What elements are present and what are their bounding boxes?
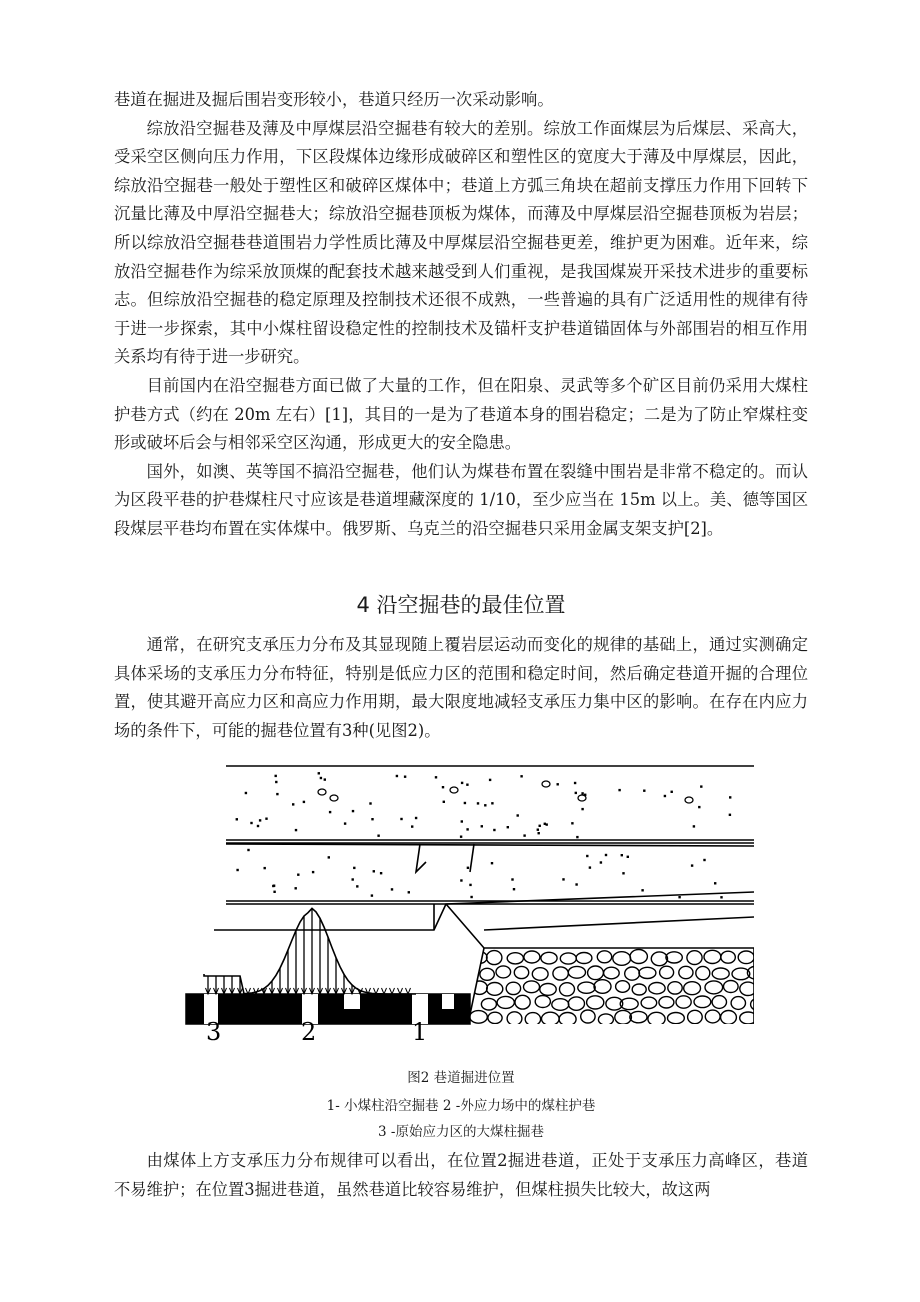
position-label-2: 2 [301,1018,317,1046]
figure-caption-line-1: 1- 小煤柱沿空掘巷 2 -外应力场中的煤柱护巷 [326,1098,596,1114]
figure-caption-title: 图2 巷道掘进位置 [407,1070,515,1086]
position-label-3: 3 [206,1018,222,1046]
body-text-top [114,86,808,544]
strata-lines [214,766,754,1024]
roadway-position-figure [184,762,754,1050]
paragraph-2: 综放沿空掘巷及薄及中厚煤层沿空掘巷有较大的差别。综放工作面煤层为后煤层、采高大，受采空区侧向压力作用，下区段煤体边缘形成破碎区和塑性区的宽度大于薄及中厚煤层，因此，综放沿空掘巷一般处于塑性区和破碎区煤体中；巷道上方弧三角块在超前支撑压力作用下回转下沉量比薄及中厚沿空掘巷大；综放沿空掘巷顶板为煤体，而薄及中厚煤层沿空掘巷顶板为岩层；所以综放沿空掘巷巷道围岩力学性质比薄及中厚煤层沿空掘巷更差，维护更为困难。近年来，综放沿空掘巷作为综采放顶煤的配套技术越来越受到人们重视，是我国煤炭开采技术进步的重要标志。但综放沿空掘巷的稳定原理及控制技术还很不成熟，一些普遍的具有广泛适用性的规律有待于进一步探索，其中小煤柱留设稳定性的控制技术及锚杆支护巷道锚固体与外部围岩的相互作用关系均有待于进一步研究。 [114,118,808,367]
body-text-bottom [114,1147,808,1204]
paragraph-6: 由煤体上方支承压力分布规律可以看出，在位置2掘进巷道，正处于支承压力高峰区，巷道不易维护；在位置3掘进巷道，虽然巷道比较容易维护，但煤柱损失比较大，故这两 [114,1151,808,1199]
paragraph-1: 巷道在掘进及掘后围岩变形较小，巷道只经历一次采动影响。 [114,90,554,109]
body-text-mid [114,631,808,745]
coal-seam [186,994,470,1024]
rock-texture [236,772,732,929]
goaf-rubble [470,950,754,1026]
paragraph-4: 国外，如澳、英等国不搞沿空掘巷，他们认为煤巷布置在裂缝中围岩是非常不稳定的。而认为区段平巷的护巷煤柱尺寸应该是巷道埋藏深度的 1/10，至少应当在 15m 以上。美、德等国区段煤层平巷均布置在实体煤中。俄罗斯、乌克兰的沿空掘巷只采用金属支架支护[2]。 [114,461,808,538]
position-label-1: 1 [412,1018,428,1046]
section-heading: 4 沿空掘巷的最佳位置 [356,593,566,617]
paragraph-5: 通常，在研究支承压力分布及其显现随上覆岩层运动而变化的规律的基础上，通过实测确定具体采场的支承压力分布特征，特别是低应力区的范围和稳定时间，然后确定巷道开掘的合理位置，使其避开高应力区和高应力作用期，最大限度地减轻支承压力集中区的影响。在存在内应力场的条件下，可能的掘巷位置有3种(见图2)。 [114,635,808,740]
figure-caption-line-2: 3 -原始应力区的大煤柱掘巷 [378,1124,544,1140]
fracture-lines [416,844,474,930]
support-pressure-curve [204,908,416,994]
paragraph-3: 目前国内在沿空掘巷方面已做了大量的工作，但在阳泉、灵武等多个矿区目前仍采用大煤柱护巷方式（约在 20m 左右）[1]，其目的一是为了巷道本身的围岩稳定；二是为了防止窄煤柱变形或破坏后会与相邻采空区沟通，形成更大的安全隐患。 [114,375,808,453]
